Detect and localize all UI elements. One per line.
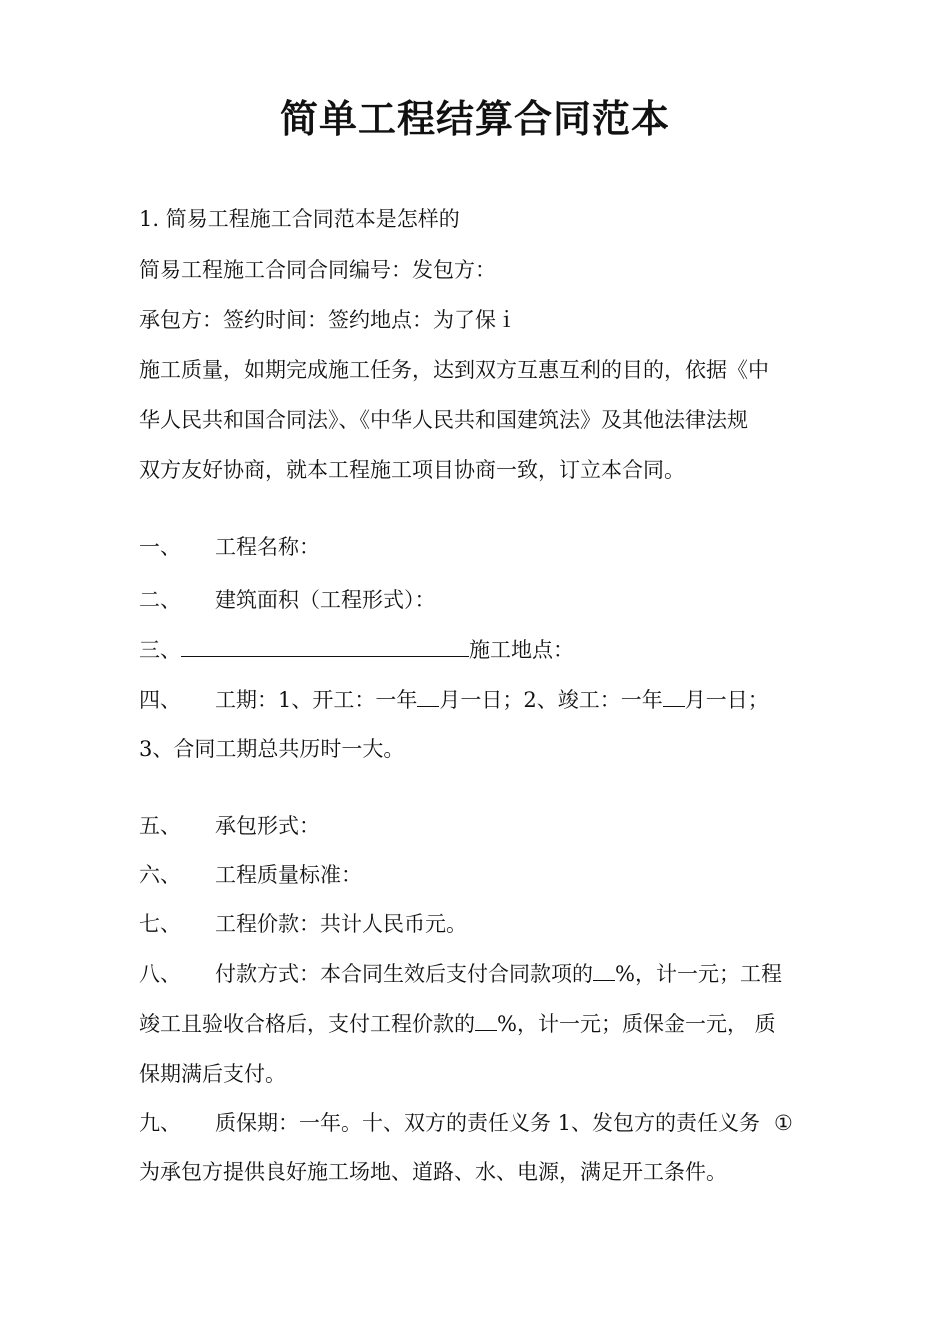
circled-number-one: ① — [774, 1111, 793, 1135]
clause-text: 质保期：一年。十、双方的责任义务 1、发包方的责任义务 — [215, 1111, 761, 1135]
clause-3 — [139, 635, 574, 665]
intro-line-5: 双方友好协商，就本工程施工项目协商一致，订立本合同。 — [139, 458, 685, 482]
clause-text: 工程名称： — [215, 535, 320, 559]
clause-number: 二、 — [139, 588, 181, 612]
clause-8-line-3: 保期满后支付。 — [139, 1062, 286, 1086]
clause-text: 付款方式：本合同生效后支付合同款项的 — [215, 962, 593, 986]
clause-text: 工程价款：共计人民币元。 — [215, 912, 467, 936]
clause-text: 竣工且验收合格后，支付工程价款的 — [139, 1012, 475, 1036]
clause-number: 八、 — [139, 962, 181, 986]
clause-8-line-2 — [139, 1009, 776, 1039]
clause-9 — [139, 1108, 793, 1138]
clause-number: 三、 — [139, 638, 181, 662]
clause-9-continuation: 为承包方提供良好施工场地、道路、水、电源，满足开工条件。 — [139, 1160, 727, 1184]
clause-text: %，计一元；工程 — [615, 962, 782, 986]
document-title: 简单工程结算合同范本 — [279, 97, 670, 141]
clause-8 — [139, 959, 782, 989]
clause-1 — [139, 532, 320, 562]
clause-number: 九、 — [139, 1111, 181, 1135]
intro-heading: 1. 简易工程施工合同范本是怎样的 — [139, 207, 460, 231]
fill-in-blank — [663, 686, 685, 707]
clause-4 — [139, 685, 769, 715]
clause-text: 月一日；2、竣工：一年 — [439, 688, 663, 712]
intro-line-3: 施工质量，如期完成施工任务，达到双方互惠互利的目的，依据《中 — [139, 358, 769, 382]
clause-6 — [139, 860, 362, 890]
clause-number: 五、 — [139, 814, 181, 838]
clause-number: 七、 — [139, 912, 181, 936]
clause-text: 承包形式： — [215, 814, 320, 838]
intro-line-2: 承包方：签约时间：签约地点：为了保ｉ — [139, 308, 517, 332]
clause-text: 施工地点： — [469, 638, 574, 662]
clause-2 — [139, 585, 436, 615]
intro-line-4: 华人民共和国合同法》、《中华人民共和国建筑法》及其他法律法规 — [139, 408, 748, 432]
clause-5 — [139, 811, 320, 841]
clause-number: 四、 — [139, 688, 181, 712]
clause-number: 六、 — [139, 863, 181, 887]
clause-number: 一、 — [139, 535, 181, 559]
fill-in-blank — [593, 960, 615, 981]
fill-in-blank — [417, 686, 439, 707]
intro-line-1: 简易工程施工合同合同编号：发包方： — [139, 258, 496, 282]
clause-7 — [139, 909, 467, 939]
clause-text: %，计一元；质保金一元， 质 — [497, 1012, 776, 1036]
clause-text: 工期：1、开工：一年 — [215, 688, 418, 712]
clause-text: 月一日； — [684, 688, 769, 712]
clause-text: 建筑面积（工程形式）： — [215, 588, 436, 612]
fill-in-blank — [475, 1010, 497, 1031]
clause-text: 工程质量标准： — [215, 863, 362, 887]
fill-in-blank — [181, 636, 469, 657]
clause-4-continuation: 3、合同工期总共历时一大。 — [139, 737, 405, 761]
